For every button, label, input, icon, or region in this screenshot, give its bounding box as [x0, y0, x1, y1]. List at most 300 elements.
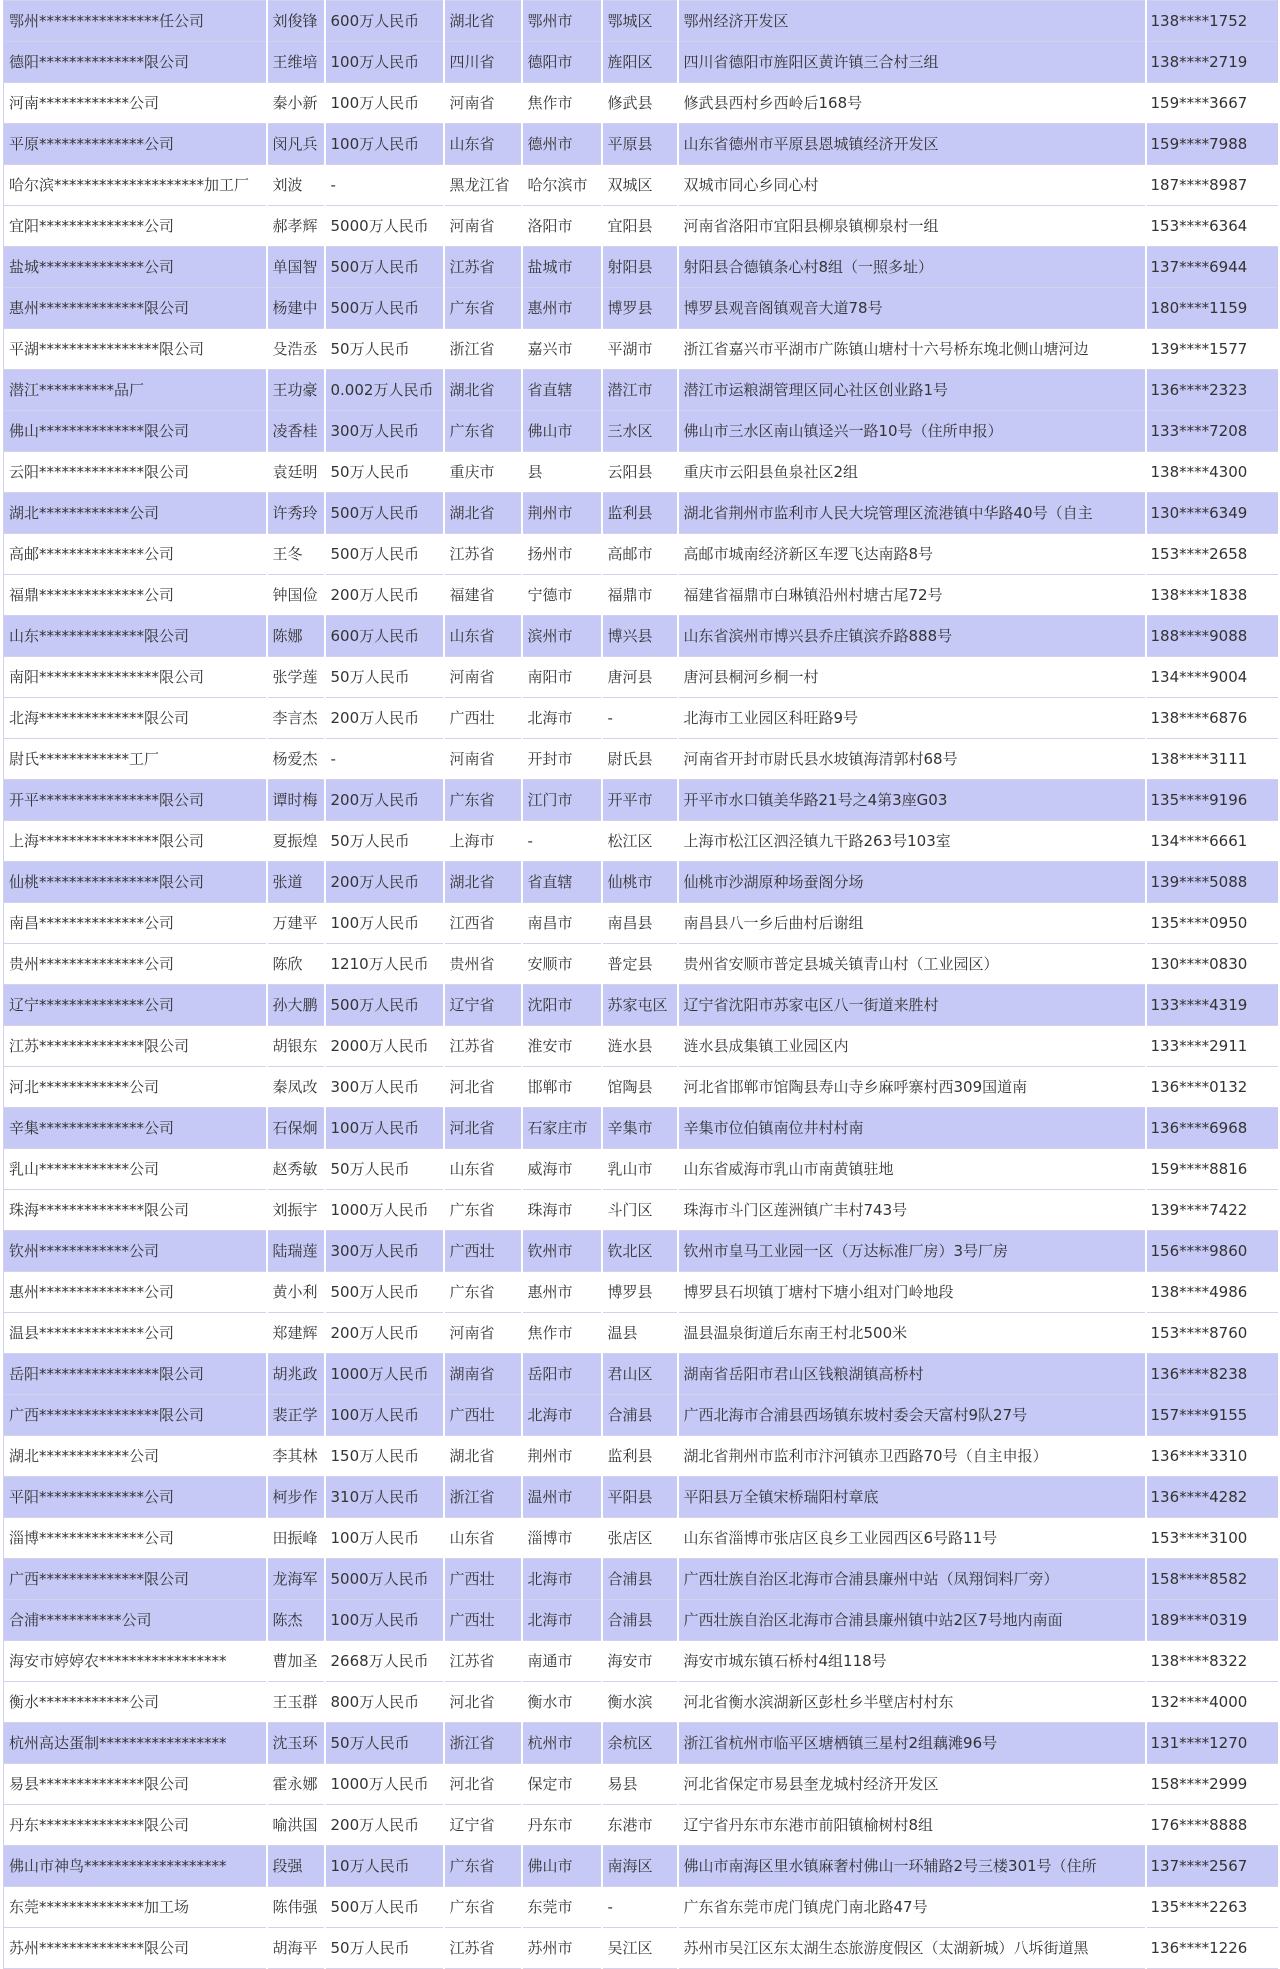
district-cell: 张店区: [602, 1518, 678, 1559]
table-row: [4, 452, 1279, 493]
table-row: [4, 1805, 1279, 1846]
company-name-cell: 苏州**************限公司: [4, 1928, 267, 1969]
phone-cell: 136****8238: [1146, 1354, 1279, 1395]
city-cell: 石家庄市: [522, 1108, 602, 1149]
province-cell: 湖北省: [444, 370, 522, 411]
legal-person-cell: 陈娜: [267, 616, 325, 657]
table-row: [4, 1067, 1279, 1108]
table-row: [4, 1, 1279, 42]
registered-capital-cell: 2000万人民币: [325, 1026, 444, 1067]
city-cell: 省直辖: [522, 370, 602, 411]
district-cell: 斗门区: [602, 1190, 678, 1231]
address-cell: 上海市松江区泗泾镇九干路263号103室: [678, 821, 1146, 862]
legal-person-cell: 李其林: [267, 1436, 325, 1477]
table-row: [4, 1764, 1279, 1805]
address-cell: 福建省福鼎市白琳镇沿州村塘古尾72号: [678, 575, 1146, 616]
table-row: [4, 657, 1279, 698]
table-row: [4, 1149, 1279, 1190]
address-cell: 佛山市南海区里水镇麻奢村佛山一环辅路2号三楼301号（住所: [678, 1846, 1146, 1887]
province-cell: 河北省: [444, 1067, 522, 1108]
registered-capital-cell: 500万人民币: [325, 985, 444, 1026]
province-cell: 河北省: [444, 1108, 522, 1149]
registered-capital-cell: 100万人民币: [325, 42, 444, 83]
city-cell: 北海市: [522, 698, 602, 739]
city-cell: 洛阳市: [522, 206, 602, 247]
city-cell: 江门市: [522, 780, 602, 821]
city-cell: 珠海市: [522, 1190, 602, 1231]
province-cell: 贵州省: [444, 944, 522, 985]
address-cell: 辽宁省丹东市东港市前阳镇榆树村8组: [678, 1805, 1146, 1846]
province-cell: 湖北省: [444, 493, 522, 534]
city-cell: 开封市: [522, 739, 602, 780]
city-cell: 北海市: [522, 1395, 602, 1436]
province-cell: 广东省: [444, 411, 522, 452]
company-name-cell: 惠州**************公司: [4, 1272, 267, 1313]
city-cell: 佛山市: [522, 411, 602, 452]
province-cell: 河北省: [444, 1682, 522, 1723]
legal-person-cell: 张道: [267, 862, 325, 903]
district-cell: 修武县: [602, 83, 678, 124]
legal-person-cell: 秦小新: [267, 83, 325, 124]
table-row: [4, 83, 1279, 124]
legal-person-cell: 杨建中: [267, 288, 325, 329]
phone-cell: 153****8760: [1146, 1313, 1279, 1354]
phone-cell: 137****6944: [1146, 247, 1279, 288]
registered-capital-cell: 500万人民币: [325, 493, 444, 534]
company-name-cell: 哈尔滨********************加工厂: [4, 165, 267, 206]
district-cell: 南海区: [602, 1846, 678, 1887]
registered-capital-cell: 500万人民币: [325, 534, 444, 575]
district-cell: 射阳县: [602, 247, 678, 288]
company-name-cell: 广西**************限公司: [4, 1559, 267, 1600]
registered-capital-cell: 100万人民币: [325, 1395, 444, 1436]
phone-cell: 136****2323: [1146, 370, 1279, 411]
province-cell: 山东省: [444, 124, 522, 165]
district-cell: 鄂城区: [602, 1, 678, 42]
district-cell: 合浦县: [602, 1559, 678, 1600]
district-cell: 博兴县: [602, 616, 678, 657]
company-name-cell: 辽宁**************公司: [4, 985, 267, 1026]
phone-cell: 158****8582: [1146, 1559, 1279, 1600]
district-cell: 涟水县: [602, 1026, 678, 1067]
address-cell: 辛集市位伯镇南位井村村南: [678, 1108, 1146, 1149]
district-cell: 合浦县: [602, 1395, 678, 1436]
city-cell: 钦州市: [522, 1231, 602, 1272]
address-cell: 潜江市运粮湖管理区同心社区创业路1号: [678, 370, 1146, 411]
registered-capital-cell: 50万人民币: [325, 821, 444, 862]
phone-cell: 138****4300: [1146, 452, 1279, 493]
phone-cell: 135****2263: [1146, 1887, 1279, 1928]
address-cell: 珠海市斗门区莲洲镇广丰村743号: [678, 1190, 1146, 1231]
phone-cell: 187****8987: [1146, 165, 1279, 206]
table-row: [4, 985, 1279, 1026]
table-row: [4, 1641, 1279, 1682]
company-name-cell: 海安市婷婷农*****************: [4, 1641, 267, 1682]
company-name-cell: 江苏**************限公司: [4, 1026, 267, 1067]
province-cell: 广东省: [444, 288, 522, 329]
table-row: [4, 1272, 1279, 1313]
province-cell: 四川省: [444, 42, 522, 83]
city-cell: 滨州市: [522, 616, 602, 657]
phone-cell: 138****3111: [1146, 739, 1279, 780]
province-cell: 浙江省: [444, 329, 522, 370]
province-cell: 广西壮: [444, 1395, 522, 1436]
province-cell: 广东省: [444, 1190, 522, 1231]
registered-capital-cell: 800万人民币: [325, 1682, 444, 1723]
legal-person-cell: 黄小利: [267, 1272, 325, 1313]
district-cell: 合浦县: [602, 1600, 678, 1641]
district-cell: 监利县: [602, 493, 678, 534]
legal-person-cell: 夏振煌: [267, 821, 325, 862]
city-cell: 鄂州市: [522, 1, 602, 42]
city-cell: 焦作市: [522, 83, 602, 124]
address-cell: 北海市工业园区科旺路9号: [678, 698, 1146, 739]
city-cell: 安顺市: [522, 944, 602, 985]
table-row: [4, 370, 1279, 411]
district-cell: 钦北区: [602, 1231, 678, 1272]
registered-capital-cell: 200万人民币: [325, 575, 444, 616]
company-name-cell: 湖北************公司: [4, 493, 267, 534]
province-cell: 黑龙江省: [444, 165, 522, 206]
table-row: [4, 780, 1279, 821]
province-cell: 江苏省: [444, 1641, 522, 1682]
address-cell: 山东省德州市平原县恩城镇经济开发区: [678, 124, 1146, 165]
city-cell: 扬州市: [522, 534, 602, 575]
address-cell: 辽宁省沈阳市苏家屯区八一街道来胜村: [678, 985, 1146, 1026]
registered-capital-cell: -: [325, 165, 444, 206]
legal-person-cell: 殳浩丞: [267, 329, 325, 370]
city-cell: 北海市: [522, 1559, 602, 1600]
province-cell: 江苏省: [444, 534, 522, 575]
company-name-cell: 珠海**************限公司: [4, 1190, 267, 1231]
phone-cell: 176****8888: [1146, 1805, 1279, 1846]
legal-person-cell: 张学莲: [267, 657, 325, 698]
province-cell: 山东省: [444, 1149, 522, 1190]
phone-cell: 156****9860: [1146, 1231, 1279, 1272]
city-cell: 宁德市: [522, 575, 602, 616]
city-cell: 保定市: [522, 1764, 602, 1805]
address-cell: 高邮市城南经济新区车逻飞达南路8号: [678, 534, 1146, 575]
district-cell: 平原县: [602, 124, 678, 165]
company-name-cell: 河南************公司: [4, 83, 267, 124]
district-cell: 东港市: [602, 1805, 678, 1846]
table-body: [4, 1, 1279, 1969]
table-row: [4, 165, 1279, 206]
province-cell: 江西省: [444, 903, 522, 944]
registered-capital-cell: 2668万人民币: [325, 1641, 444, 1682]
district-cell: 旌阳区: [602, 42, 678, 83]
company-name-cell: 淄博**************公司: [4, 1518, 267, 1559]
city-cell: 邯郸市: [522, 1067, 602, 1108]
district-cell: 博罗县: [602, 1272, 678, 1313]
table-row: [4, 1682, 1279, 1723]
province-cell: 河南省: [444, 739, 522, 780]
city-cell: 南通市: [522, 1641, 602, 1682]
company-name-cell: 惠州**************限公司: [4, 288, 267, 329]
registered-capital-cell: 200万人民币: [325, 1805, 444, 1846]
registered-capital-cell: 1000万人民币: [325, 1190, 444, 1231]
city-cell: 盐城市: [522, 247, 602, 288]
table-row: [4, 493, 1279, 534]
legal-person-cell: 喻洪国: [267, 1805, 325, 1846]
phone-cell: 157****9155: [1146, 1395, 1279, 1436]
legal-person-cell: 王玉群: [267, 1682, 325, 1723]
table-row: [4, 1846, 1279, 1887]
legal-person-cell: 孙大鹏: [267, 985, 325, 1026]
address-cell: 湖南省岳阳市君山区钱粮湖镇高桥村: [678, 1354, 1146, 1395]
city-cell: 岳阳市: [522, 1354, 602, 1395]
city-cell: 苏州市: [522, 1928, 602, 1969]
address-cell: 海安市城东镇石桥村4组118号: [678, 1641, 1146, 1682]
district-cell: 易县: [602, 1764, 678, 1805]
address-cell: 唐河县桐河乡桐一村: [678, 657, 1146, 698]
address-cell: 湖北省荆州市监利市人民大垸管理区流港镇中华路40号（自主: [678, 493, 1146, 534]
company-name-cell: 平原**************公司: [4, 124, 267, 165]
province-cell: 广东省: [444, 1272, 522, 1313]
city-cell: 温州市: [522, 1477, 602, 1518]
table-row: [4, 1190, 1279, 1231]
company-name-cell: 云阳**************限公司: [4, 452, 267, 493]
city-cell: 德州市: [522, 124, 602, 165]
company-name-cell: 岳阳****************限公司: [4, 1354, 267, 1395]
company-name-cell: 平阳**************公司: [4, 1477, 267, 1518]
table-row: [4, 1108, 1279, 1149]
province-cell: 广东省: [444, 1887, 522, 1928]
legal-person-cell: 袁廷明: [267, 452, 325, 493]
table-row: [4, 698, 1279, 739]
city-cell: 淮安市: [522, 1026, 602, 1067]
address-cell: 温县温泉街道后东南王村北500米: [678, 1313, 1146, 1354]
address-cell: 河北省保定市易县奎龙城村经济开发区: [678, 1764, 1146, 1805]
province-cell: 江苏省: [444, 1928, 522, 1969]
legal-person-cell: 万建平: [267, 903, 325, 944]
company-name-cell: 温县**************公司: [4, 1313, 267, 1354]
phone-cell: 159****7988: [1146, 124, 1279, 165]
registered-capital-cell: 10万人民币: [325, 1846, 444, 1887]
district-cell: 平阳县: [602, 1477, 678, 1518]
registered-capital-cell: 200万人民币: [325, 780, 444, 821]
legal-person-cell: 胡银东: [267, 1026, 325, 1067]
legal-person-cell: 王冬: [267, 534, 325, 575]
phone-cell: 133****2911: [1146, 1026, 1279, 1067]
address-cell: 双城市同心乡同心村: [678, 165, 1146, 206]
district-cell: 宜阳县: [602, 206, 678, 247]
city-cell: 南昌市: [522, 903, 602, 944]
company-name-cell: 杭州高达蛋制*****************: [4, 1723, 267, 1764]
company-name-cell: 福鼎**************公司: [4, 575, 267, 616]
phone-cell: 138****4986: [1146, 1272, 1279, 1313]
registered-capital-cell: 50万人民币: [325, 1723, 444, 1764]
city-cell: 沈阳市: [522, 985, 602, 1026]
table-row: [4, 575, 1279, 616]
company-name-cell: 丹东**************限公司: [4, 1805, 267, 1846]
city-cell: -: [522, 821, 602, 862]
district-cell: 苏家屯区: [602, 985, 678, 1026]
city-cell: 惠州市: [522, 1272, 602, 1313]
legal-person-cell: 陆瑞莲: [267, 1231, 325, 1272]
province-cell: 上海市: [444, 821, 522, 862]
city-cell: 荆州市: [522, 493, 602, 534]
legal-person-cell: 闵凡兵: [267, 124, 325, 165]
province-cell: 广西壮: [444, 1600, 522, 1641]
phone-cell: 134****6661: [1146, 821, 1279, 862]
legal-person-cell: 陈欣: [267, 944, 325, 985]
table-row: [4, 329, 1279, 370]
phone-cell: 138****6876: [1146, 698, 1279, 739]
city-cell: 荆州市: [522, 1436, 602, 1477]
province-cell: 广东省: [444, 1846, 522, 1887]
phone-cell: 136****4282: [1146, 1477, 1279, 1518]
address-cell: 湖北省荆州市监利市汴河镇赤卫西路70号（自主申报）: [678, 1436, 1146, 1477]
district-cell: 普定县: [602, 944, 678, 985]
address-cell: 钦州市皇马工业园一区（万达标准厂房）3号厂房: [678, 1231, 1146, 1272]
phone-cell: 138****8322: [1146, 1641, 1279, 1682]
address-cell: 广西北海市合浦县西场镇东坡村委会天富村9队27号: [678, 1395, 1146, 1436]
phone-cell: 159****8816: [1146, 1149, 1279, 1190]
phone-cell: 131****1270: [1146, 1723, 1279, 1764]
district-cell: 潜江市: [602, 370, 678, 411]
company-name-cell: 乳山************公司: [4, 1149, 267, 1190]
registered-capital-cell: 100万人民币: [325, 83, 444, 124]
province-cell: 浙江省: [444, 1723, 522, 1764]
legal-person-cell: 王功豪: [267, 370, 325, 411]
phone-cell: 138****2719: [1146, 42, 1279, 83]
district-cell: 尉氏县: [602, 739, 678, 780]
legal-person-cell: 刘波: [267, 165, 325, 206]
address-cell: 修武县西村乡西岭后168号: [678, 83, 1146, 124]
district-cell: 双城区: [602, 165, 678, 206]
address-cell: 广东省东莞市虎门镇虎门南北路47号: [678, 1887, 1146, 1928]
registered-capital-cell: 50万人民币: [325, 1149, 444, 1190]
address-cell: 浙江省杭州市临平区塘栖镇三星村2组藕滩96号: [678, 1723, 1146, 1764]
company-name-cell: 合浦***********公司: [4, 1600, 267, 1641]
district-cell: 高邮市: [602, 534, 678, 575]
phone-cell: 133****4319: [1146, 985, 1279, 1026]
district-cell: 辛集市: [602, 1108, 678, 1149]
district-cell: 乳山市: [602, 1149, 678, 1190]
table-row: [4, 411, 1279, 452]
district-cell: 海安市: [602, 1641, 678, 1682]
phone-cell: 153****2658: [1146, 534, 1279, 575]
table-row: [4, 42, 1279, 83]
district-cell: 南昌县: [602, 903, 678, 944]
company-name-cell: 贵州**************公司: [4, 944, 267, 985]
address-cell: 开平市水口镇美华路21号之4第3座G03: [678, 780, 1146, 821]
company-name-cell: 广西****************限公司: [4, 1395, 267, 1436]
company-name-cell: 德阳**************限公司: [4, 42, 267, 83]
table-row: [4, 534, 1279, 575]
legal-person-cell: 龙海军: [267, 1559, 325, 1600]
address-cell: 广西壮族自治区北海市合浦县廉州镇中站2区7号地内南面: [678, 1600, 1146, 1641]
province-cell: 广西壮: [444, 698, 522, 739]
table-row: [4, 1026, 1279, 1067]
address-cell: 四川省德阳市旌阳区黄许镇三合村三组: [678, 42, 1146, 83]
legal-person-cell: 石保炯: [267, 1108, 325, 1149]
province-cell: 江苏省: [444, 1026, 522, 1067]
city-cell: 县: [522, 452, 602, 493]
registered-capital-cell: 50万人民币: [325, 452, 444, 493]
registered-capital-cell: 200万人民币: [325, 1313, 444, 1354]
city-cell: 淄博市: [522, 1518, 602, 1559]
address-cell: 射阳县合德镇条心村8组（一照多址）: [678, 247, 1146, 288]
legal-person-cell: 许秀玲: [267, 493, 325, 534]
registered-capital-cell: 5000万人民币: [325, 206, 444, 247]
registered-capital-cell: 0.002万人民币: [325, 370, 444, 411]
registered-capital-cell: 300万人民币: [325, 1231, 444, 1272]
phone-cell: 134****9004: [1146, 657, 1279, 698]
legal-person-cell: 杨爱杰: [267, 739, 325, 780]
table-row: [4, 862, 1279, 903]
company-table: [3, 0, 1280, 1969]
legal-person-cell: 霍永娜: [267, 1764, 325, 1805]
legal-person-cell: 胡海平: [267, 1928, 325, 1969]
address-cell: 河北省衡水滨湖新区彭杜乡半壁店村村东: [678, 1682, 1146, 1723]
company-name-cell: 佛山**************限公司: [4, 411, 267, 452]
table-row: [4, 247, 1279, 288]
legal-person-cell: 谭时梅: [267, 780, 325, 821]
phone-cell: 189****0319: [1146, 1600, 1279, 1641]
table-row: [4, 1436, 1279, 1477]
phone-cell: 136****0132: [1146, 1067, 1279, 1108]
table-row: [4, 1231, 1279, 1272]
table-row: [4, 944, 1279, 985]
phone-cell: 135****9196: [1146, 780, 1279, 821]
phone-cell: 153****6364: [1146, 206, 1279, 247]
city-cell: 杭州市: [522, 1723, 602, 1764]
phone-cell: 159****3667: [1146, 83, 1279, 124]
registered-capital-cell: 500万人民币: [325, 1272, 444, 1313]
province-cell: 重庆市: [444, 452, 522, 493]
company-name-cell: 开平****************限公司: [4, 780, 267, 821]
registered-capital-cell: 50万人民币: [325, 657, 444, 698]
phone-cell: 135****0950: [1146, 903, 1279, 944]
table-row: [4, 1887, 1279, 1928]
address-cell: 河北省邯郸市馆陶县寿山寺乡麻呼寨村西309国道南: [678, 1067, 1146, 1108]
phone-cell: 138****1752: [1146, 1, 1279, 42]
address-cell: 重庆市云阳县鱼泉社区2组: [678, 452, 1146, 493]
address-cell: 博罗县石坝镇丁塘村下塘小组对门岭地段: [678, 1272, 1146, 1313]
district-cell: 监利县: [602, 1436, 678, 1477]
company-name-cell: 仙桃****************限公司: [4, 862, 267, 903]
phone-cell: 136****6968: [1146, 1108, 1279, 1149]
address-cell: 鄂州经济开发区: [678, 1, 1146, 42]
province-cell: 河南省: [444, 657, 522, 698]
city-cell: 德阳市: [522, 42, 602, 83]
registered-capital-cell: 600万人民币: [325, 1, 444, 42]
legal-person-cell: 沈玉环: [267, 1723, 325, 1764]
registered-capital-cell: 100万人民币: [325, 903, 444, 944]
legal-person-cell: 曹加圣: [267, 1641, 325, 1682]
phone-cell: 132****4000: [1146, 1682, 1279, 1723]
city-cell: 惠州市: [522, 288, 602, 329]
province-cell: 广西壮: [444, 1559, 522, 1600]
district-cell: 三水区: [602, 411, 678, 452]
phone-cell: 139****1577: [1146, 329, 1279, 370]
legal-person-cell: 钟国俭: [267, 575, 325, 616]
legal-person-cell: 赵秀敏: [267, 1149, 325, 1190]
province-cell: 湖北省: [444, 862, 522, 903]
registered-capital-cell: 310万人民币: [325, 1477, 444, 1518]
table-row: [4, 1723, 1279, 1764]
legal-person-cell: 单国智: [267, 247, 325, 288]
table-row: [4, 1559, 1279, 1600]
registered-capital-cell: 600万人民币: [325, 616, 444, 657]
district-cell: 温县: [602, 1313, 678, 1354]
table-row: [4, 903, 1279, 944]
phone-cell: 137****2567: [1146, 1846, 1279, 1887]
legal-person-cell: 胡兆政: [267, 1354, 325, 1395]
registered-capital-cell: 200万人民币: [325, 698, 444, 739]
